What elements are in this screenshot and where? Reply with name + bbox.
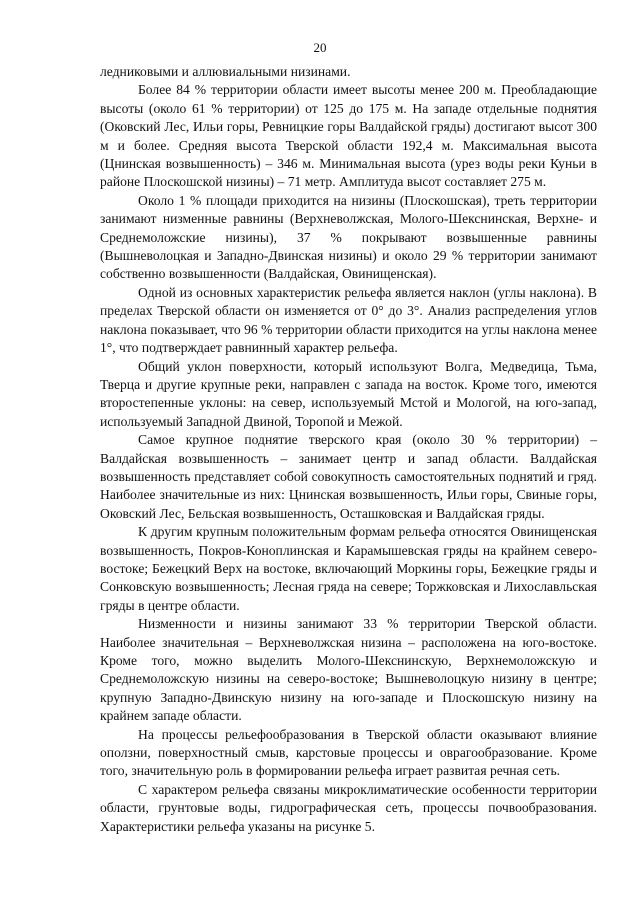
paragraph-valdai-upland: Самое крупное поднятие тверского края (около 30 % территории) – Валдайская возвышенность – занимает центр и запад области. Валдайская возвышенность представляет собой совокупность самостоятельных поднятий и гряд. Наиболее значительные из них: Цнинская возвышенность, Ильи горы, Свиные горы, Оковский Лес, Бельская возвышенность, Осташковская и Валдайская гряды. [100, 432, 597, 521]
paragraph-elevation-stats: Более 84 % территории области имеет высоты менее 200 м. Преобладающие высоты (около 61 % территории) от 125 до 175 м. На западе отдельные поднятия (Оковский Лес, Ильи горы, Ревницкие горы Валдайской гряды) достигают высот 300 м и более. Средняя высота Тверской области 192,4 м. Максимальная высота (Цнинская возвышенность) – 346 м. Минимальная высота (урез воды реки Куньи в районе Плоскошской низины) – 71 метр. Амплитуда высот составляет 275 м. [100, 82, 597, 190]
paragraph-lowlands-share: Около 1 % площади приходится на низины (Плоскошская), треть территории занимают низменные равнины (Верхневолжская, Молого-Шекснинская, Верхне- и Среднемоложские низины), 37 % покрывают возвышенные равнины (Вышневолоцкая и Западно-Двинская низины) и около 29 % территории занимают собственно возвышенности (Валдайская, Овинищенская). [100, 192, 597, 282]
paragraph-slope-angles: Одной из основных характеристик рельефа является наклон (углы наклона). В пределах Тверской области он изменяется от 0° до 3°. Анализ распределения углов наклона показывает, что 96 % территории области приходится на углы наклона менее 1°, что подтверждает равнинный характер рельефа. [100, 284, 597, 356]
paragraph-lowlands: Низменности и низины занимают 33 % территории Тверской области. Наиболее значительная – Верхневолжская низина – расположена на юго-востоке. Кроме того, можно выделить Молого-Шекснинскую, Верхнемоложскую и Среднемоложскую низины на северо-востоке; Вышневолоцкую низину в центре; крупную Западно-Двинскую низину на юго-западе и Плоскошскую низину на крайнем западе области. [100, 616, 597, 724]
paragraph-continuation: ледниковыми и аллювиальными низинами. [100, 64, 351, 79]
paragraph-microclimate: С характером рельефа связаны микроклиматические особенности территории области, грунтовые воды, гидрографическая сеть, процессы почвообразования. Характеристики рельефа указаны на рисунке 5. [100, 781, 597, 834]
paragraph-positive-landforms: К другим крупным положительным формам рельефа относятся Овинищенская возвышенность, Покров-Коноплинская и Карамышевская гряды на крайнем северо-востоке; Бежецкий Верх на востоке, включающий Моркины горы, Бежецкие гряды и Сонковскую возвышенность; Лесная гряда на севере; Торжковская и Лихославльская гряды в центре области. [100, 524, 597, 613]
paragraph-surface-gradient: Общий уклон поверхности, который используют Волга, Медведица, Тьма, Тверца и другие крупные реки, направлен с запада на восток. Кроме того, имеются второстепенные уклоны: на север, используемый Мстой и Мологой, на юго-запад, используемый Западной Двиной, Торопой и Межой. [100, 358, 597, 429]
page-number: 20 [313, 40, 327, 55]
paragraph-relief-processes: На процессы рельефообразования в Тверской области оказывают влияние оползни, поверхностный смыв, карстовые процессы и оврагообразование. Кроме того, значительную роль в формировании рельефа играет развитая речная сеть. [100, 726, 597, 779]
document-body [100, 63, 597, 836]
